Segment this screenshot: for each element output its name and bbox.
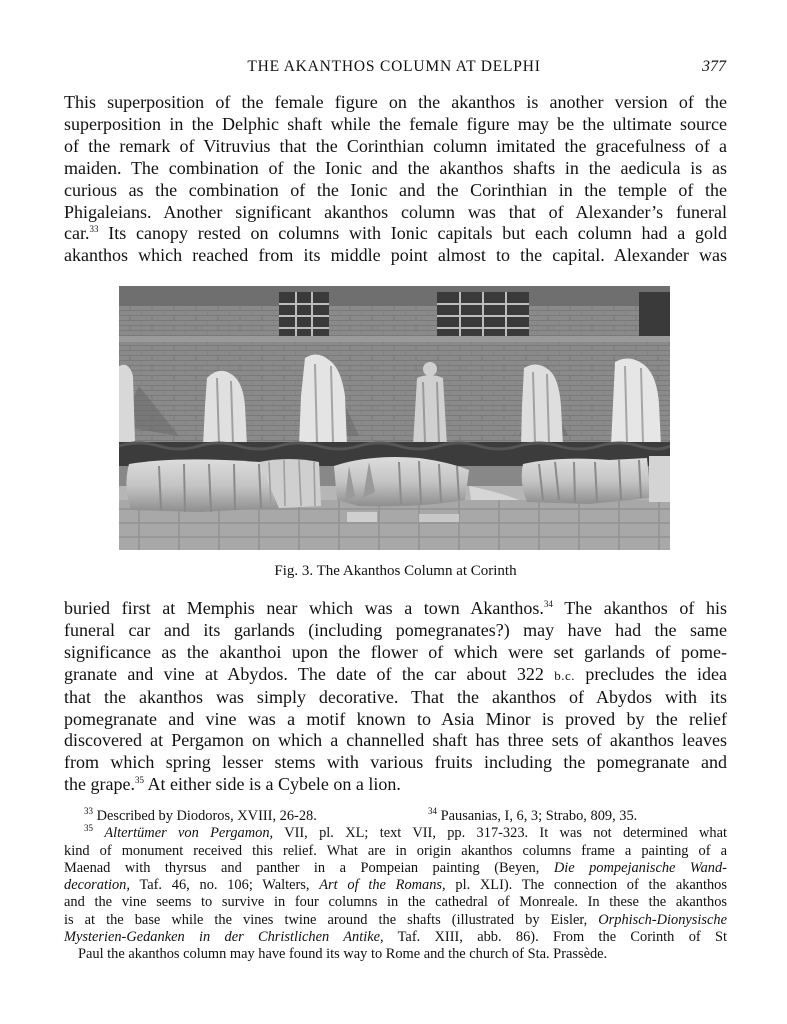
text-line: This superposition of the female figure on the akanthos is another version of the xyxy=(64,92,727,112)
text-line: funeral car and its garlands (including pomegranates?) may have had the same xyxy=(64,619,727,640)
akanthos-column-photo xyxy=(119,286,670,550)
italic-title: Art of the Romans, xyxy=(319,877,446,894)
footnote-35 xyxy=(64,825,727,963)
text-line xyxy=(64,598,727,620)
italic-title: Mysterien-Gedanken in der Christlichen Antike, xyxy=(64,929,384,946)
footnote-line: Paul the akanthos column may have found its way to Rome and the church of Sta. Prassède. xyxy=(78,946,608,963)
footnotes xyxy=(64,808,727,964)
footnote-ref: 33 xyxy=(89,224,99,235)
text-line: significance as the akanthoi upon the flower of which were set garlands of pome- xyxy=(64,641,727,662)
footnote-line xyxy=(64,912,727,929)
text-fragment: granate and vine at Abydos. The date of the car about 322 xyxy=(64,663,544,684)
italic-title: Orphisch-Dionysische xyxy=(598,911,727,928)
running-title: THE AKANTHOS COLUMN AT DELPHI xyxy=(247,58,541,75)
text-line: akanthos which reached from its middle point almost to the capital. Alexander was xyxy=(64,245,727,266)
text-fragment: buried first at Memphis near which was a town Akanthos. xyxy=(64,598,544,618)
text-line: curious as the combination of the Ionic and the Corinthian in the temple of the xyxy=(64,179,727,200)
footnote-text: Pausanias, I, 6, 3; Strabo, 809, 35. xyxy=(440,808,638,824)
footnote-line xyxy=(64,860,727,877)
italic-title: Altertümer von Pergamon, xyxy=(104,825,274,842)
footnote-number: 34 xyxy=(428,806,437,816)
text-line xyxy=(64,664,727,687)
text-fragment: The akanthos of his xyxy=(552,598,727,618)
text-fragment: Taf. 46, no. 106; Walters, xyxy=(139,877,310,894)
italic-title: Die pompejanische Wand- xyxy=(553,859,727,876)
page-number: 377 xyxy=(702,58,726,75)
text-line: maiden. The combination of the Ionic and the akanthos shafts in the aedicula is as xyxy=(64,157,727,178)
text-line xyxy=(64,223,727,245)
italic-title: decoration, xyxy=(64,877,130,894)
footnote-line: kind of monument received this relief. What are in origin akanthos columns frame a painting of a xyxy=(64,842,727,859)
text-fragment: At either side is a Cybele on a lion. xyxy=(143,774,401,795)
page-header xyxy=(62,58,726,82)
text-line: of the remark of Vitruvius that the Corinthian column imitated the gracefulness of a xyxy=(64,135,727,156)
figure-caption: Fig. 3. The Akanthos Column at Corinth xyxy=(274,563,517,579)
footnote-ref: 35 xyxy=(134,775,144,786)
text-line: pomegranate and vine was a motif known to Asia Minor is proved by the relief xyxy=(64,708,727,729)
footnote-number: 35 xyxy=(84,823,93,834)
text-line: discovered at Pergamon on which a channelled shaft has three sets of akanthos leaves xyxy=(64,730,727,751)
text-fragment: the grape. xyxy=(64,774,135,795)
text-line: from which spring lesser stems with various fruits including the pomegranate and xyxy=(64,752,727,773)
text-fragment: Its canopy rested on columns with Ionic capitals but each column had a gold xyxy=(108,223,727,244)
text-line xyxy=(64,774,727,796)
footnote-row xyxy=(64,808,727,825)
footnote-34 xyxy=(428,808,637,825)
footnote-line xyxy=(64,825,727,842)
footnote-line xyxy=(64,929,727,946)
text-line: superposition in the Delphic shaft while the female figure may be the ultimate source xyxy=(64,113,727,134)
paragraph-1 xyxy=(64,92,727,267)
text-fragment: Maenad with thyrsus and panther in a Pompeian painting (Beyen, xyxy=(64,859,540,876)
small-caps-era: b.c. xyxy=(554,667,576,683)
footnote-line: and the vine seems to survive in four columns in the cathedral of Monreale. In these the akanthos xyxy=(64,894,727,911)
text-fragment: is at the base while the vines twine around the shafts (illustrated by Eisler, xyxy=(64,911,588,928)
footnote-text: Described by Diodoros, XVIII, 26-28. xyxy=(96,808,317,824)
text-fragment: VII, pl. XL; text VII, pp. 317-323. It was not determined what xyxy=(284,825,727,842)
text-fragment: Taf. XIII, abb. 86). From the Corinth of St xyxy=(397,929,728,946)
footnote-number: 33 xyxy=(84,806,93,816)
text-fragment: pl. XLI). The connection of the akanthos xyxy=(455,877,727,894)
footnote-line xyxy=(64,877,727,894)
footnote-ref: 34 xyxy=(543,599,553,609)
text-fragment: precludes the idea xyxy=(585,663,728,684)
text-line: that the akanthos was simply decorative. That the akanthos of Abydos with its xyxy=(64,686,727,707)
paragraph-2 xyxy=(64,598,727,796)
figure-photo xyxy=(119,286,670,550)
text-line: Phigaleians. Another significant akanthos column was that of Alexander’s funeral xyxy=(64,201,727,222)
footnote-33 xyxy=(84,808,317,825)
text-fragment: car. xyxy=(64,223,90,244)
